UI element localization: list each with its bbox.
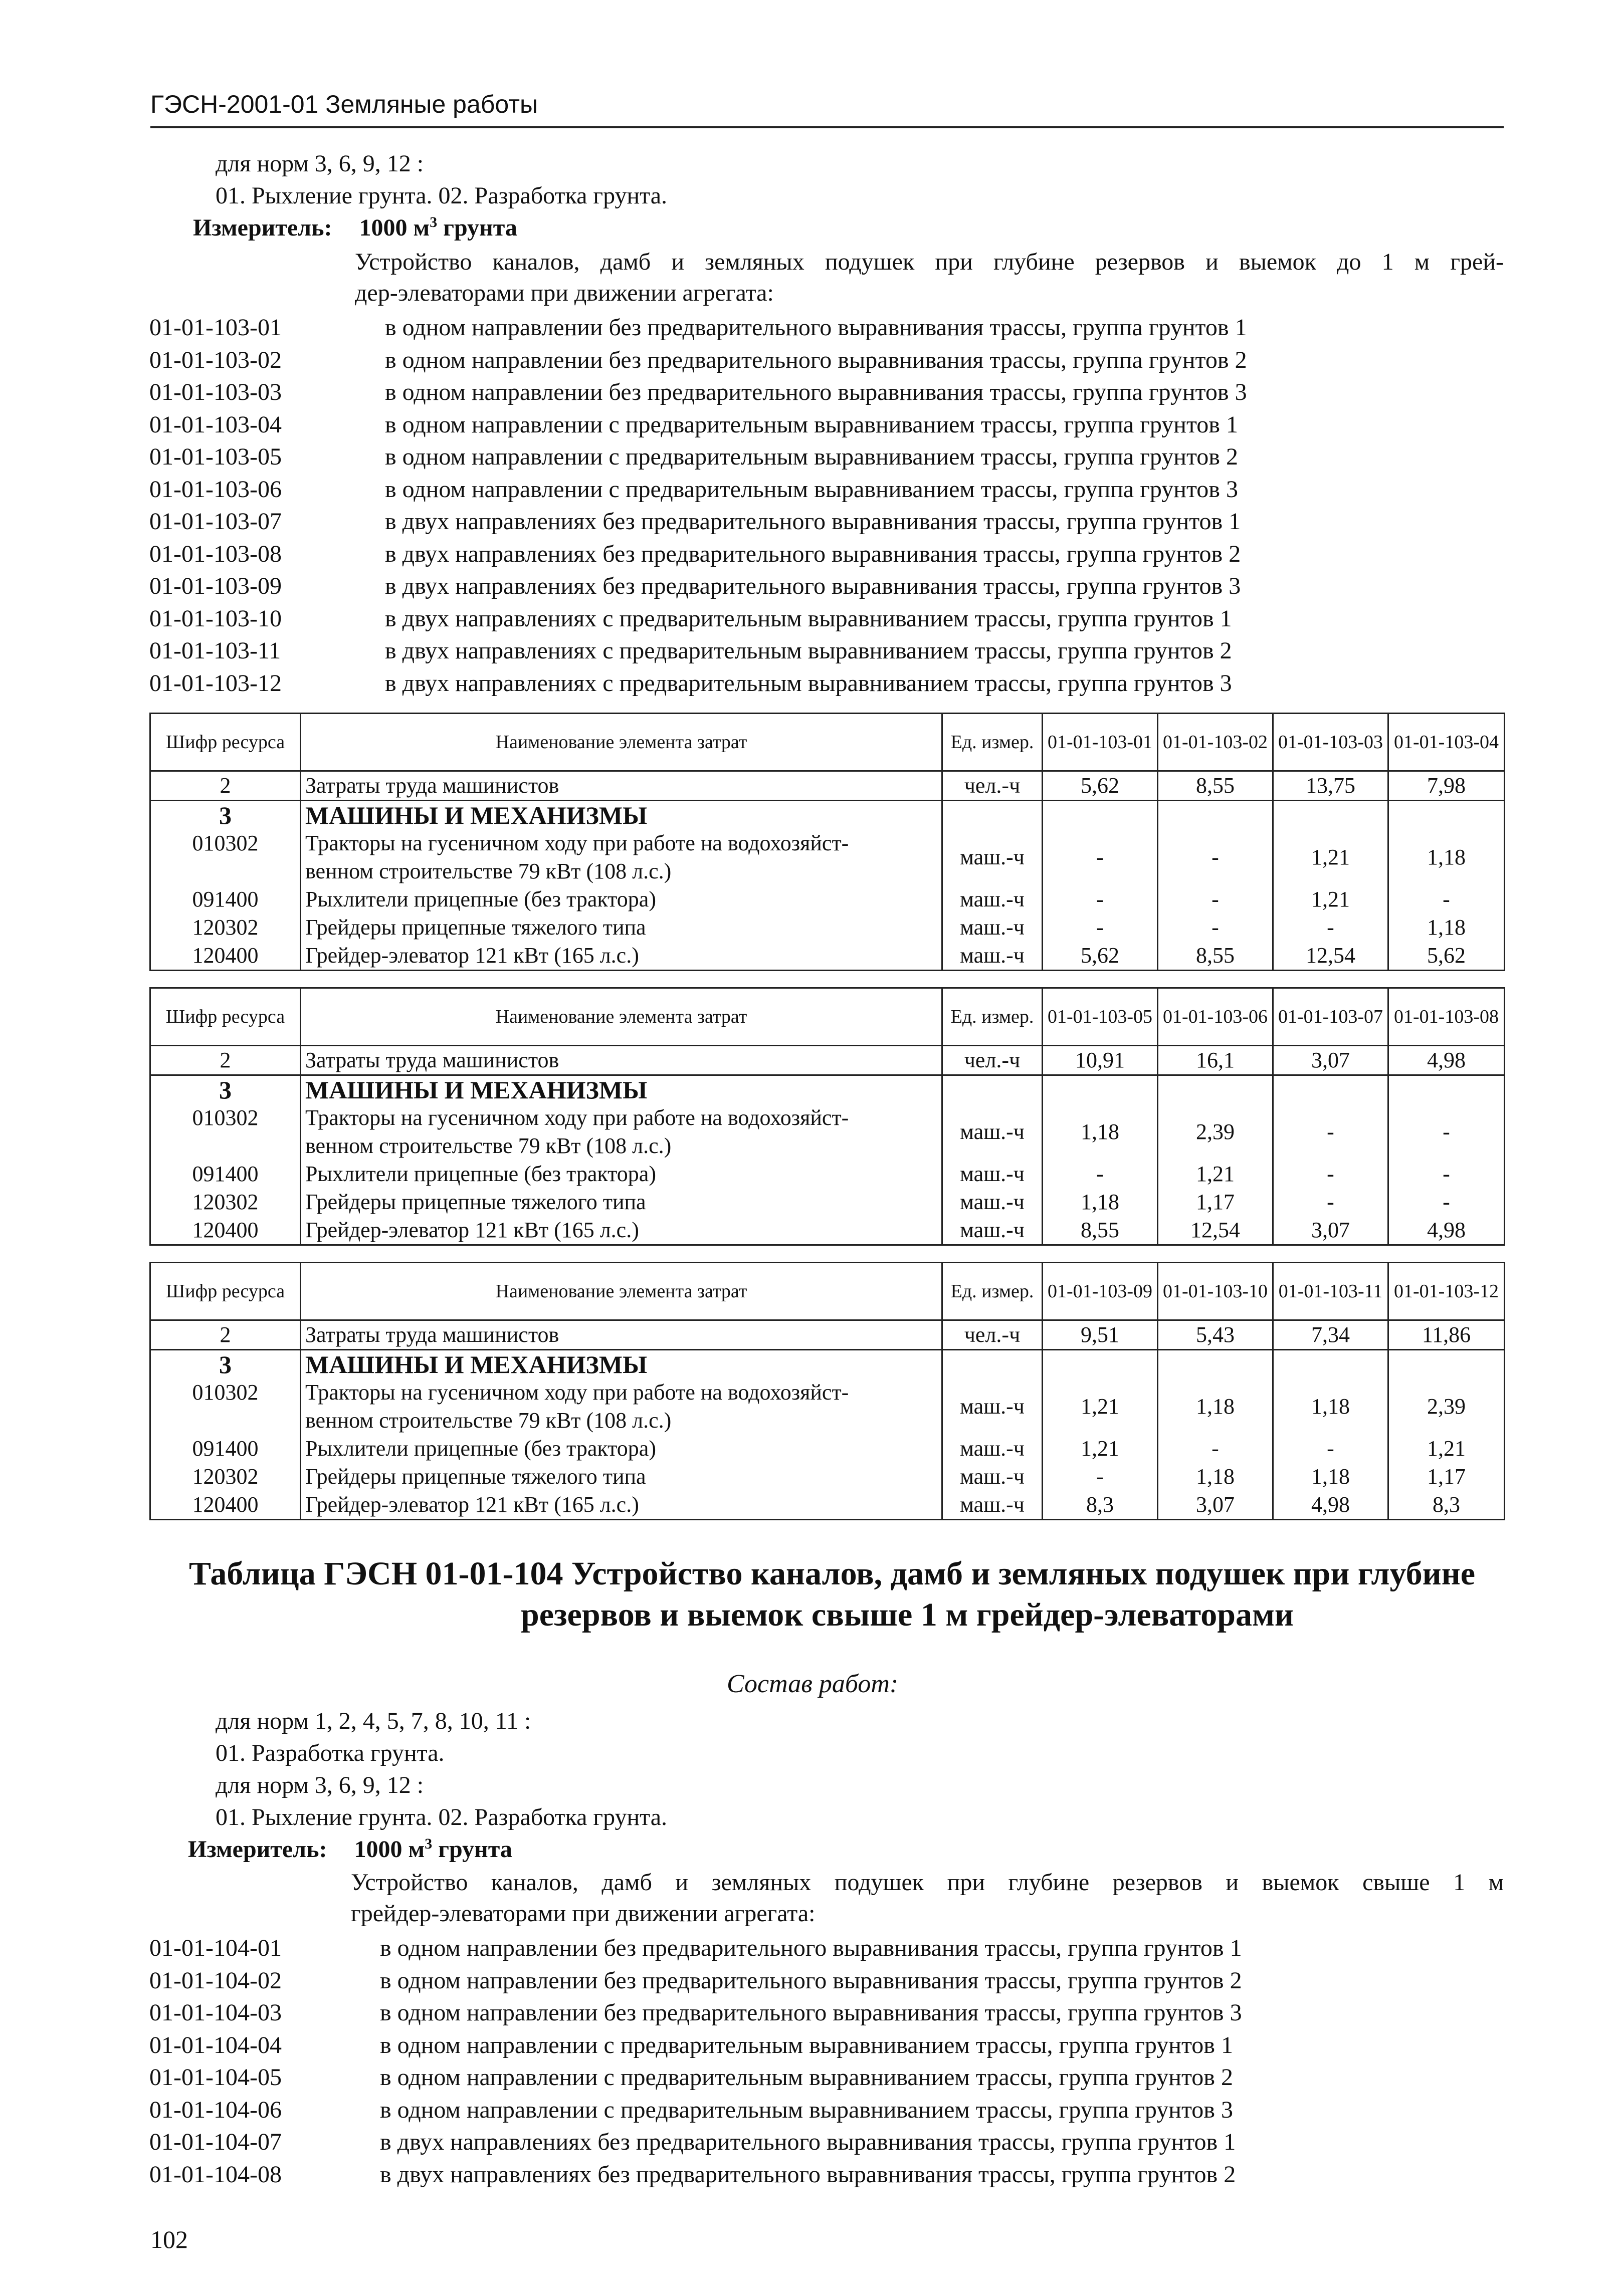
resource-value: 1,18 <box>1388 913 1505 942</box>
norm-row <box>149 409 1503 441</box>
meter-unit-104: грунта <box>432 1836 512 1863</box>
norm-description: в одном направлении без предварительного выравнивания трассы, группа грунтов 1 <box>385 314 1247 341</box>
empty-cell <box>942 1075 1043 1104</box>
operations-line-b: 01. Рыхление грунта. 02. Разработка грунта. <box>216 1804 668 1830</box>
norm-code: 01-01-103-11 <box>149 637 281 664</box>
resource-value: - <box>1273 1435 1388 1463</box>
norm-description: в одном направлении без предварительного выравнивания трассы, группа грунтов 3 <box>385 379 1247 405</box>
resource-value: 2,39 <box>1158 1104 1273 1160</box>
header-norm-code: 01-01-103-02 <box>1158 714 1273 771</box>
resource-unit: маш.-ч <box>942 885 1043 913</box>
resource-row <box>150 913 1505 942</box>
resource-value: 1,18 <box>1388 829 1505 885</box>
resource-name: Грейдеры прицепные тяжелого типа <box>305 1464 646 1489</box>
resource-value: 4,98 <box>1273 1491 1388 1520</box>
meter-value-104: 1000 м <box>354 1836 425 1863</box>
resource-value: 5,62 <box>1388 942 1505 971</box>
resource-row <box>150 1491 1505 1520</box>
empty-cell <box>1388 1350 1505 1379</box>
resource-value: - <box>1273 1104 1388 1160</box>
resource-name: Рыхлители прицепные (без трактора) <box>305 1436 656 1461</box>
header-norm-code: 01-01-103-03 <box>1273 714 1388 771</box>
table-104-title <box>150 1553 1514 1636</box>
resource-name: Рыхлители прицепные (без трактора) <box>305 887 656 911</box>
resource-value: - <box>1273 1160 1388 1188</box>
resource-value: 5,62 <box>1043 942 1158 971</box>
norm-code: 01-01-103-09 <box>149 573 282 599</box>
norm-row <box>149 506 1503 538</box>
norm-row <box>149 1965 1503 1997</box>
resource-name-cell <box>301 1188 942 1216</box>
norm-code: 01-01-104-07 <box>149 2129 282 2155</box>
resource-value: 1,21 <box>1043 1379 1158 1435</box>
header-norm-code: 01-01-103-10 <box>1158 1263 1273 1320</box>
resource-value: - <box>1388 1104 1505 1160</box>
norm-description: в одном направлении без предварительного выравнивания трассы, группа грунтов 2 <box>380 1967 1242 1994</box>
norm-description: в двух направлениях без предварительного выравнивания трассы, группа грунтов 3 <box>385 573 1241 599</box>
resource-value: 12,54 <box>1273 942 1388 971</box>
header-name: Наименование элемента затрат <box>301 1263 942 1320</box>
resource-code: 010302 <box>150 1379 301 1435</box>
header-norm-code: 01-01-103-08 <box>1388 988 1505 1046</box>
table-104-title-line-1: Таблица ГЭСН 01-01-104 Устройство каналов, дамб и земляных подушек при глубине <box>188 1555 1476 1592</box>
norm-description: в двух направлениях без предварительного выравнивания трассы, группа грунтов 1 <box>385 508 1241 535</box>
resource-unit: маш.-ч <box>942 1216 1043 1245</box>
resource-code: 120400 <box>150 942 301 971</box>
section-name: МАШИНЫ И МЕХАНИЗМЫ <box>301 801 942 830</box>
header-norm-code: 01-01-103-01 <box>1043 714 1158 771</box>
resource-unit: маш.-ч <box>942 1188 1043 1216</box>
norm-description: в одном направлении с предварительным выравниванием трассы, группа грунтов 1 <box>380 2031 1233 2058</box>
resource-value: 1,17 <box>1158 1188 1273 1216</box>
resource-unit: маш.-ч <box>942 829 1043 885</box>
empty-cell <box>1043 1350 1158 1379</box>
resource-name-continued: венном строительстве 79 кВт (108 л.с.) <box>305 859 672 883</box>
description-line-2: дер-элеваторами при движении агрегата: <box>355 280 774 306</box>
resource-value: 1,17 <box>1388 1463 1505 1491</box>
resource-value: 3,07 <box>1273 1046 1388 1075</box>
empty-cell <box>942 1350 1043 1379</box>
header-code: Шифр ресурса <box>150 988 301 1046</box>
norm-code: 01-01-103-08 <box>149 540 282 567</box>
empty-cell <box>1158 801 1273 830</box>
norm-row <box>149 2159 1503 2191</box>
section-code: 3 <box>150 1075 301 1104</box>
norms-line: для норм 3, 6, 9, 12 : <box>216 150 424 177</box>
section-row <box>150 801 1505 830</box>
resource-name: Затраты труда машинистов <box>301 771 942 801</box>
norm-code: 01-01-103-07 <box>149 508 282 535</box>
resource-code: 120302 <box>150 913 301 942</box>
resource-unit: маш.-ч <box>942 913 1043 942</box>
resource-value: - <box>1388 1188 1505 1216</box>
resource-name-cell <box>301 942 942 971</box>
resource-value: 1,21 <box>1273 885 1388 913</box>
header-unit: Ед. измер. <box>942 988 1043 1046</box>
norm-code: 01-01-103-01 <box>149 314 282 341</box>
norm-description: в двух направлениях без предварительного выравнивания трассы, группа грунтов 1 <box>380 2129 1236 2155</box>
norm-row <box>149 474 1503 506</box>
norm-description: в одном направлении с предварительным выравниванием трассы, группа грунтов 2 <box>380 2064 1233 2091</box>
header-norm-code: 01-01-103-09 <box>1043 1263 1158 1320</box>
resource-value: - <box>1043 1463 1158 1491</box>
labor-row <box>150 1320 1505 1350</box>
resource-name-continued: венном строительстве 79 кВт (108 л.с.) <box>305 1408 672 1433</box>
norm-code: 01-01-103-10 <box>149 605 282 632</box>
header-unit: Ед. измер. <box>942 1263 1043 1320</box>
header-norm-code: 01-01-103-05 <box>1043 988 1158 1046</box>
resource-value: 1,18 <box>1043 1104 1158 1160</box>
section-name: МАШИНЫ И МЕХАНИЗМЫ <box>301 1350 942 1379</box>
resource-name-cell <box>301 1379 942 1435</box>
meter-sup-104: 3 <box>425 1835 433 1852</box>
norm-description: в одном направлении без предварительного выравнивания трассы, группа грунтов 2 <box>385 346 1247 373</box>
resource-row <box>150 942 1505 971</box>
resource-name-cell <box>301 1160 942 1188</box>
resource-name: Затраты труда машинистов <box>301 1046 942 1075</box>
resource-row <box>150 1463 1505 1491</box>
resource-unit: маш.-ч <box>942 942 1043 971</box>
resource-name-cell <box>301 1435 942 1463</box>
resource-value: 1,21 <box>1043 1435 1158 1463</box>
resource-name-cell <box>301 1491 942 1520</box>
norm-description: в одном направлении с предварительным выравниванием трассы, группа грунтов 3 <box>385 476 1238 503</box>
header-norm-code: 01-01-103-12 <box>1388 1263 1505 1320</box>
norm-row <box>149 538 1503 570</box>
resource-code: 2 <box>150 1046 301 1075</box>
norm-code: 01-01-103-02 <box>149 346 282 373</box>
resource-unit: маш.-ч <box>942 1463 1043 1491</box>
resource-name: Грейдер-элеватор 121 кВт (165 л.с.) <box>305 1492 639 1517</box>
resource-name-cell <box>301 885 942 913</box>
resource-unit: чел.-ч <box>942 1046 1043 1075</box>
resource-unit: чел.-ч <box>942 1320 1043 1350</box>
meter-sup: 3 <box>430 214 438 231</box>
table-header-row <box>150 988 1505 1046</box>
operations-line: 01. Рыхление грунта. 02. Разработка грунта. <box>216 182 668 209</box>
resource-value: 12,54 <box>1158 1216 1273 1245</box>
resource-table <box>149 987 1505 1246</box>
resource-name: Затраты труда машинистов <box>301 1320 942 1350</box>
description-104-line-2: грейдер-элеваторами при движении агрегата: <box>351 1900 816 1927</box>
header-norm-code: 01-01-103-06 <box>1158 988 1273 1046</box>
header-name: Наименование элемента затрат <box>301 714 942 771</box>
norm-description: в двух направлениях без предварительного выравнивания трассы, группа грунтов 2 <box>385 540 1241 567</box>
resource-unit: маш.-ч <box>942 1491 1043 1520</box>
norm-code: 01-01-103-03 <box>149 379 282 405</box>
resource-name-cell <box>301 1104 942 1160</box>
resource-unit: маш.-ч <box>942 1160 1043 1188</box>
norm-row <box>149 1932 1503 1964</box>
norm-row <box>149 667 1503 700</box>
resource-value: 4,98 <box>1388 1046 1505 1075</box>
norm-row <box>149 2061 1503 2094</box>
norm-code: 01-01-104-04 <box>149 2031 282 2058</box>
resource-value: 8,3 <box>1043 1491 1158 1520</box>
resource-name: Грейдеры прицепные тяжелого типа <box>305 1190 646 1214</box>
norms-line-b: для норм 3, 6, 9, 12 : <box>216 1772 424 1798</box>
header-norm-code: 01-01-103-04 <box>1388 714 1505 771</box>
resource-table <box>149 713 1505 971</box>
resource-value: - <box>1388 1160 1505 1188</box>
resource-value: 11,86 <box>1388 1320 1505 1350</box>
resource-value: 1,18 <box>1158 1379 1273 1435</box>
resource-name: Грейдеры прицепные тяжелого типа <box>305 915 646 940</box>
resource-row <box>150 1160 1505 1188</box>
resource-value: 1,18 <box>1273 1379 1388 1435</box>
resource-value: 1,18 <box>1273 1463 1388 1491</box>
norm-description: в двух направлениях с предварительным выравниванием трассы, группа грунтов 1 <box>385 605 1232 632</box>
norm-row <box>149 2126 1503 2158</box>
empty-cell <box>942 801 1043 830</box>
resource-row <box>150 1188 1505 1216</box>
resource-unit: чел.-ч <box>942 771 1043 801</box>
header-code: Шифр ресурса <box>150 714 301 771</box>
norm-code: 01-01-103-05 <box>149 443 282 470</box>
description-line-1: Устройство каналов, дамб и земляных подушек при глубине резервов и выемок до 1 м грей- <box>355 249 1504 275</box>
resource-value: - <box>1158 1435 1273 1463</box>
resource-value: - <box>1043 1160 1158 1188</box>
resource-name: Грейдер-элеватор 121 кВт (165 л.с.) <box>305 1218 639 1242</box>
norm-row <box>149 635 1503 667</box>
resource-value: 5,43 <box>1158 1320 1273 1350</box>
resource-code: 120400 <box>150 1216 301 1245</box>
norm-description: в одном направлении с предварительным выравниванием трассы, группа грунтов 1 <box>385 411 1238 438</box>
resource-name-cell <box>301 1463 942 1491</box>
resource-value: - <box>1158 885 1273 913</box>
resource-value: 16,1 <box>1158 1046 1273 1075</box>
resource-code: 2 <box>150 771 301 801</box>
resource-row <box>150 885 1505 913</box>
norm-code: 01-01-104-08 <box>149 2161 282 2188</box>
operations-line-a: 01. Разработка грунта. <box>216 1740 445 1766</box>
empty-cell <box>1273 1350 1388 1379</box>
resource-value: 3,07 <box>1273 1216 1388 1245</box>
resource-value: 2,39 <box>1388 1379 1505 1435</box>
section-row <box>150 1350 1505 1379</box>
resource-name-cell <box>301 829 942 885</box>
resource-value: 8,55 <box>1043 1216 1158 1245</box>
resource-name: Рыхлители прицепные (без трактора) <box>305 1162 656 1186</box>
resource-unit: маш.-ч <box>942 1104 1043 1160</box>
resource-value: 1,21 <box>1273 829 1388 885</box>
section-row <box>150 1075 1505 1104</box>
table-header-row <box>150 1263 1505 1320</box>
norm-row <box>149 344 1503 376</box>
resource-code: 010302 <box>150 1104 301 1160</box>
norm-code: 01-01-104-02 <box>149 1967 282 1994</box>
resource-value: - <box>1388 885 1505 913</box>
section-code: 3 <box>150 1350 301 1379</box>
resource-code: 120302 <box>150 1463 301 1491</box>
norm-code: 01-01-103-04 <box>149 411 282 438</box>
empty-cell <box>1158 1350 1273 1379</box>
empty-cell <box>1158 1075 1273 1104</box>
resource-name-continued: венном строительстве 79 кВт (108 л.с.) <box>305 1133 672 1158</box>
norm-code: 01-01-103-12 <box>149 669 282 697</box>
table-header-row <box>150 714 1505 771</box>
resource-value: 1,18 <box>1158 1463 1273 1491</box>
resource-value: 1,18 <box>1043 1188 1158 1216</box>
norm-code: 01-01-104-05 <box>149 2064 282 2091</box>
resource-table <box>149 1262 1505 1520</box>
description-104-line-1: Устройство каналов, дамб и земляных подушек при глубине резервов и выемок свыше 1 м <box>351 1869 1504 1896</box>
running-header: ГЭСН-2001-01 Земляные работы <box>150 90 538 118</box>
resource-code: 091400 <box>150 1435 301 1463</box>
resource-value: - <box>1273 913 1388 942</box>
header-norm-code: 01-01-103-11 <box>1273 1263 1388 1320</box>
norm-row <box>149 2094 1503 2126</box>
norm-description: в двух направлениях с предварительным выравниванием трассы, группа грунтов 3 <box>385 669 1232 697</box>
resource-code: 091400 <box>150 885 301 913</box>
resource-row <box>150 1435 1505 1463</box>
norm-row <box>149 570 1503 602</box>
norm-row <box>149 603 1503 635</box>
section-code: 3 <box>150 801 301 830</box>
resource-value: 8,55 <box>1158 771 1273 801</box>
resource-value: - <box>1158 913 1273 942</box>
norm-description: в одном направлении без предварительного выравнивания трассы, группа грунтов 1 <box>380 1935 1242 1961</box>
header-norm-code: 01-01-103-07 <box>1273 988 1388 1046</box>
header-unit: Ед. измер. <box>942 714 1043 771</box>
resource-name: Тракторы на гусеничном ходу при работе на водохозяйст- <box>305 1105 849 1130</box>
resource-code: 120400 <box>150 1491 301 1520</box>
norm-row <box>149 2029 1503 2061</box>
norm-description: в одном направлении с предварительным выравниванием трассы, группа грунтов 3 <box>380 2096 1233 2123</box>
meter-line <box>193 212 517 244</box>
resource-code: 010302 <box>150 829 301 885</box>
norm-description: в двух направлениях без предварительного выравнивания трассы, группа грунтов 2 <box>380 2161 1236 2188</box>
resource-value: - <box>1043 913 1158 942</box>
resource-code: 2 <box>150 1320 301 1350</box>
resource-row <box>150 1216 1505 1245</box>
empty-cell <box>1273 1075 1388 1104</box>
resource-value: - <box>1158 829 1273 885</box>
meter-line-104 <box>188 1834 512 1865</box>
resource-value: 3,07 <box>1158 1491 1273 1520</box>
empty-cell <box>1273 801 1388 830</box>
work-caption: Состав работ: <box>727 1670 899 1698</box>
norm-row <box>149 376 1503 408</box>
norm-row <box>149 441 1503 473</box>
resource-unit: маш.-ч <box>942 1379 1043 1435</box>
resource-code: 120302 <box>150 1188 301 1216</box>
empty-cell <box>1388 801 1505 830</box>
empty-cell <box>1388 1075 1505 1104</box>
resource-value: 8,3 <box>1388 1491 1505 1520</box>
resource-value: - <box>1043 829 1158 885</box>
resource-name: Грейдер-элеватор 121 кВт (165 л.с.) <box>305 943 639 968</box>
page-number: 102 <box>150 2225 188 2253</box>
norm-code: 01-01-104-06 <box>149 2096 282 2123</box>
empty-cell <box>1043 801 1158 830</box>
resource-name: Тракторы на гусеничном ходу при работе на водохозяйст- <box>305 831 849 855</box>
norm-description: в одном направлении с предварительным выравниванием трассы, группа грунтов 2 <box>385 443 1238 470</box>
resource-unit: маш.-ч <box>942 1435 1043 1463</box>
header-name: Наименование элемента затрат <box>301 988 942 1046</box>
norm-description: в двух направлениях с предварительным выравниванием трассы, группа грунтов 2 <box>385 637 1232 664</box>
meter-value: 1000 м <box>359 214 430 241</box>
resource-value: 8,55 <box>1158 942 1273 971</box>
section-name: МАШИНЫ И МЕХАНИЗМЫ <box>301 1075 942 1104</box>
resource-value: 10,91 <box>1043 1046 1158 1075</box>
norm-code: 01-01-103-06 <box>149 476 282 503</box>
resource-name: Тракторы на гусеничном ходу при работе на водохозяйст- <box>305 1380 849 1405</box>
resource-row <box>150 1104 1505 1160</box>
resource-value: 1,21 <box>1388 1435 1505 1463</box>
resource-name-cell <box>301 913 942 942</box>
resource-value: - <box>1043 885 1158 913</box>
resource-name-cell <box>301 1216 942 1245</box>
meter-label: Измеритель: <box>193 214 332 241</box>
header-rule <box>150 126 1504 128</box>
resource-code: 091400 <box>150 1160 301 1188</box>
norms-line-a: для норм 1, 2, 4, 5, 7, 8, 10, 11 : <box>216 1708 531 1734</box>
labor-row <box>150 1046 1505 1075</box>
labor-row <box>150 771 1505 801</box>
resource-row <box>150 829 1505 885</box>
resource-value: 13,75 <box>1273 771 1388 801</box>
resource-row <box>150 1379 1505 1435</box>
norm-code: 01-01-104-01 <box>149 1935 282 1961</box>
meter-unit: грунта <box>437 214 517 241</box>
empty-cell <box>1043 1075 1158 1104</box>
norm-row <box>149 312 1503 344</box>
norm-description: в одном направлении без предварительного выравнивания трассы, группа грунтов 3 <box>380 1999 1242 2026</box>
resource-value: 4,98 <box>1388 1216 1505 1245</box>
resource-value: - <box>1273 1188 1388 1216</box>
resource-value: 1,21 <box>1158 1160 1273 1188</box>
resource-value: 7,98 <box>1388 771 1505 801</box>
resource-value: 9,51 <box>1043 1320 1158 1350</box>
norm-code: 01-01-104-03 <box>149 1999 282 2026</box>
norm-row <box>149 1997 1503 2029</box>
resource-value: 7,34 <box>1273 1320 1388 1350</box>
header-code: Шифр ресурса <box>150 1263 301 1320</box>
resource-value: 5,62 <box>1043 771 1158 801</box>
meter-label-104: Измеритель: <box>188 1836 327 1863</box>
table-104-title-line-2: резервов и выемок свыше 1 м грейдер-элеваторами <box>521 1596 1294 1633</box>
